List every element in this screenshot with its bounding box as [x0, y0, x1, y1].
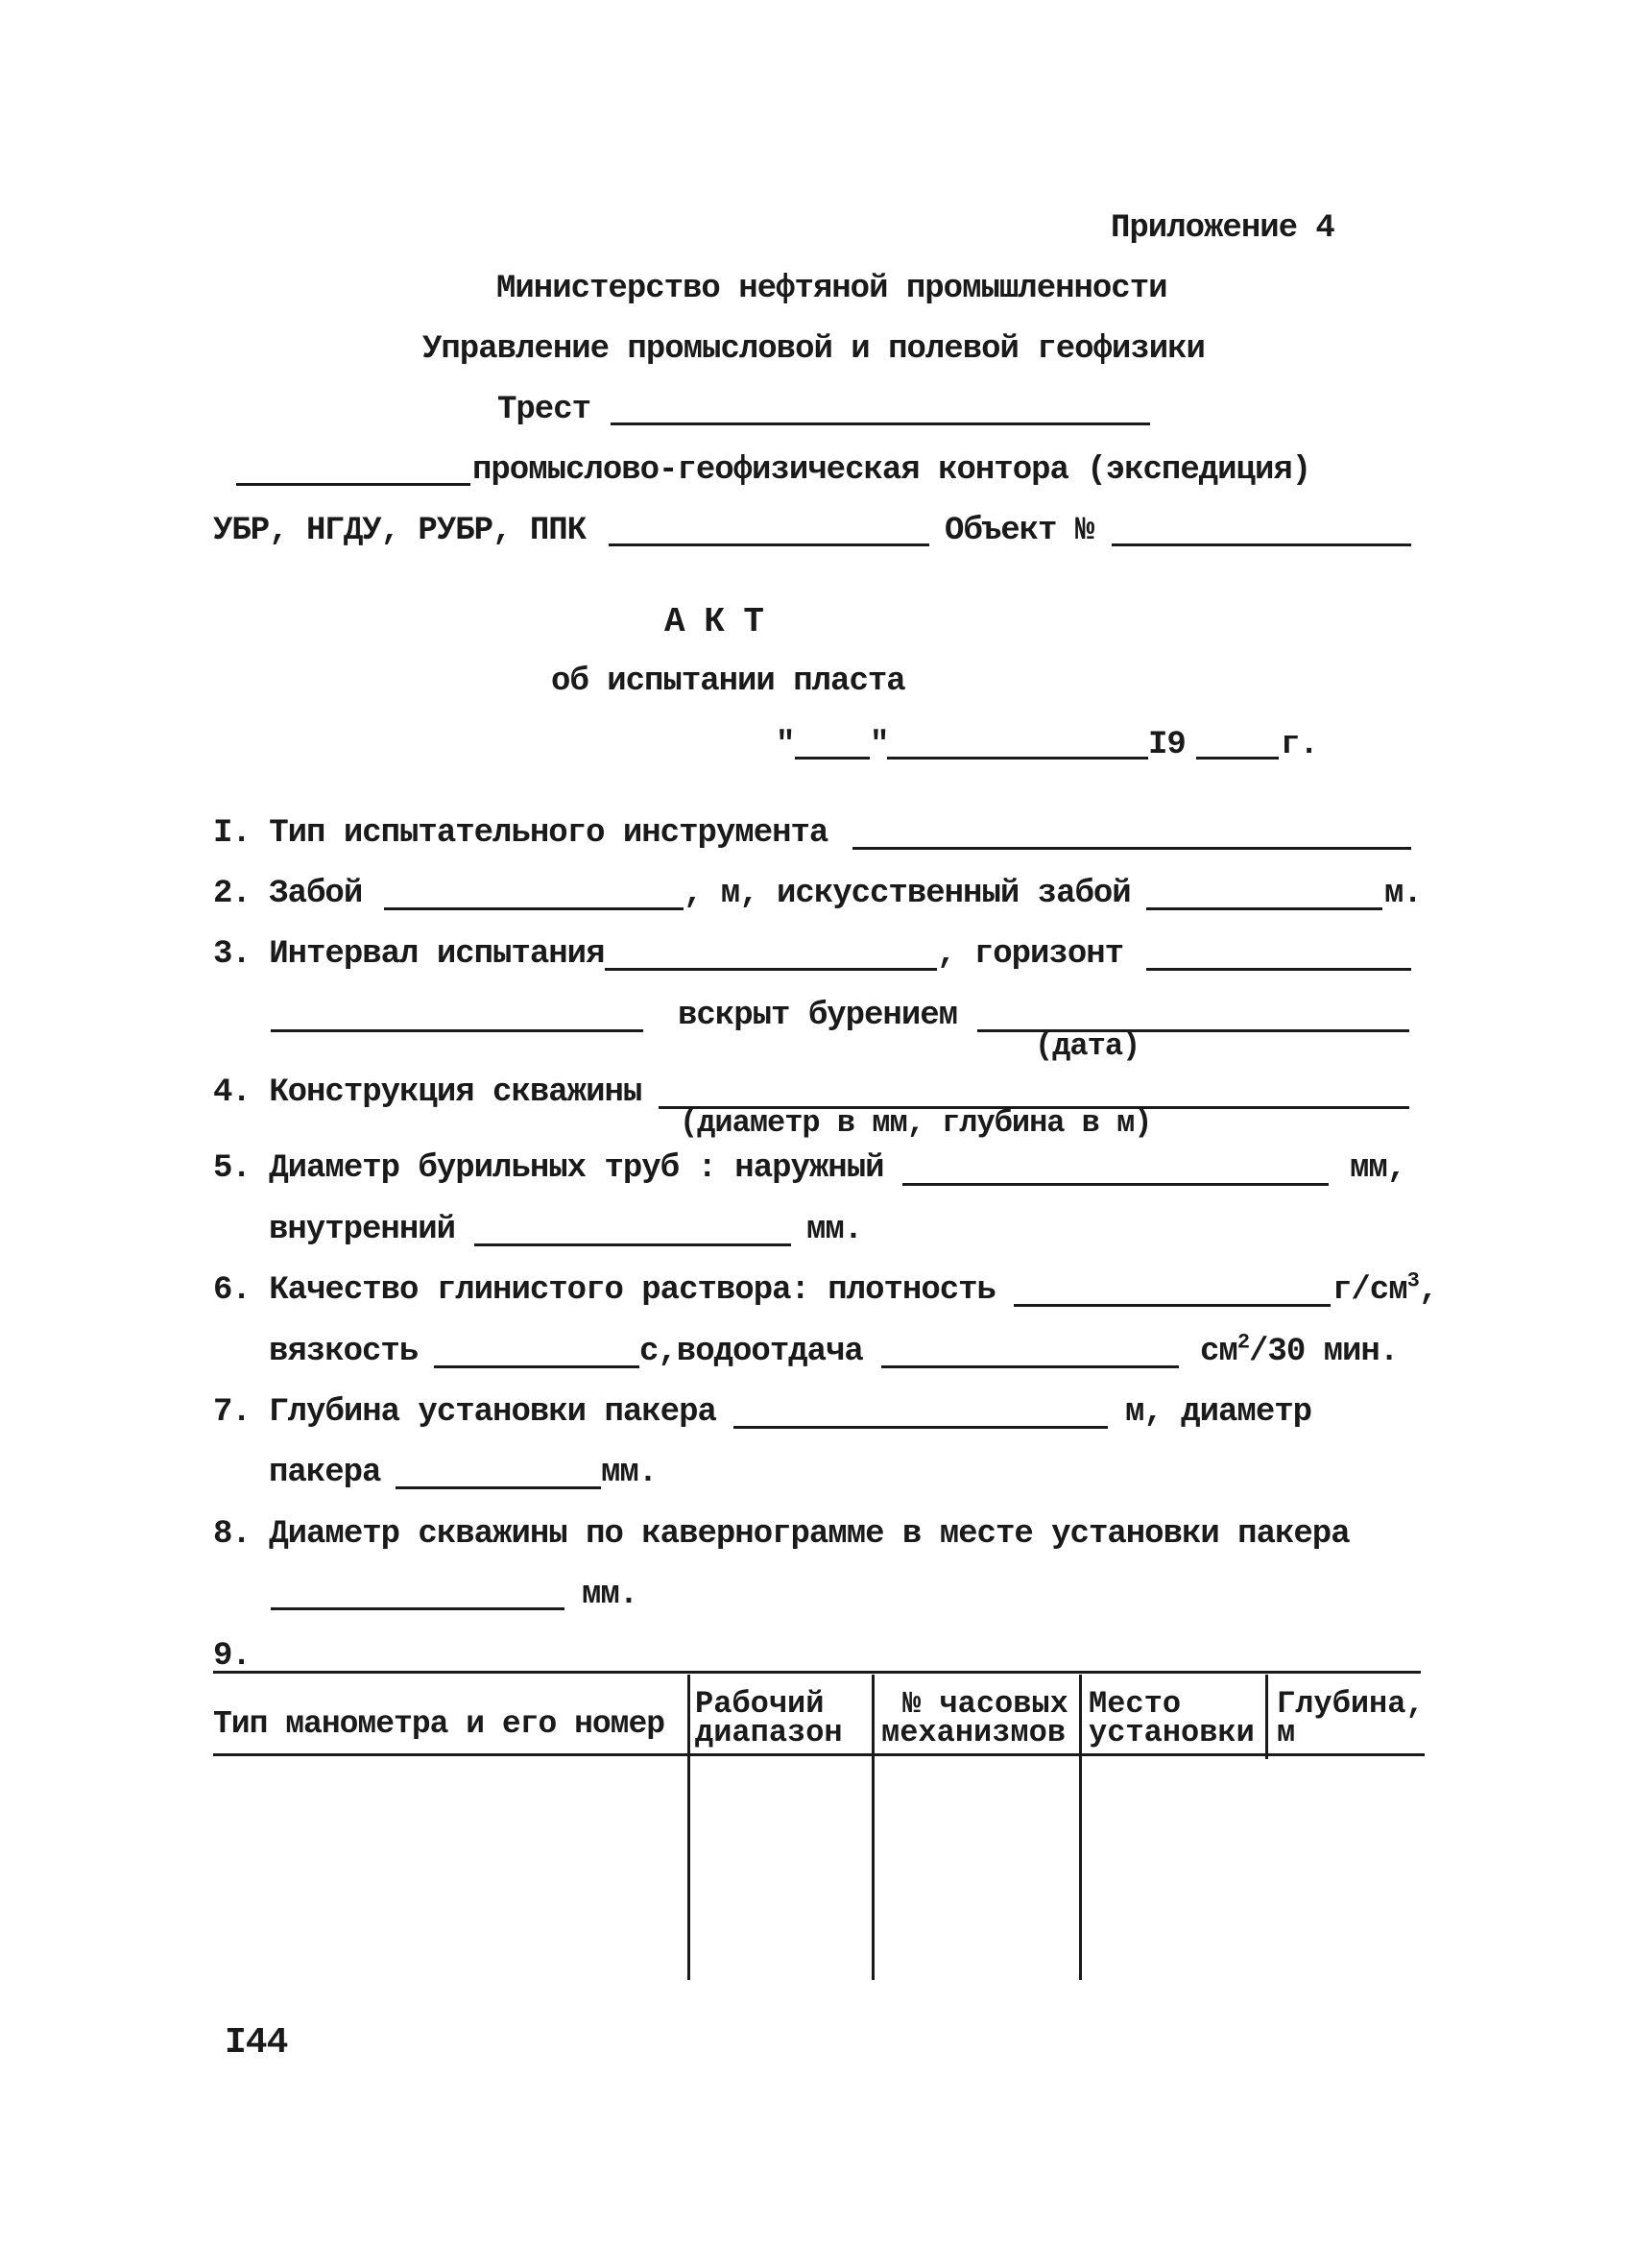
item-5-inner-field-line[interactable] [474, 1243, 791, 1246]
trust-label: Трест [497, 392, 591, 428]
table-cell-clocks[interactable] [876, 1759, 1077, 1978]
orgs-field-line[interactable] [609, 543, 929, 546]
office-name-field-line[interactable] [236, 483, 470, 486]
item-5-outer-field-line[interactable] [902, 1183, 1329, 1186]
item-4-hint: (диаметр в мм, глубина в м) [680, 1105, 1152, 1141]
item-6-label: 6. Качество глинистого раствора: плотность [213, 1272, 996, 1309]
item-5-outer-unit: мм, [1350, 1150, 1406, 1187]
document-title: А К Т [664, 602, 764, 641]
item-6-viscosity-label: вязкость [269, 1334, 419, 1370]
table-header-rule [213, 1753, 1425, 1756]
date-month-field-line[interactable] [887, 757, 1148, 760]
item-6-density-unit-text: г/см [1332, 1272, 1407, 1309]
table-header-depth-line2: м [1277, 1715, 1296, 1750]
table-col-divider-2 [872, 1675, 875, 1980]
item-1-label: I. Тип испытательного инструмента [213, 815, 828, 852]
object-label: Объект № [945, 513, 1094, 549]
item-7-diameter-label: м, диаметр [1125, 1394, 1312, 1431]
item-7-depth-field-line[interactable] [733, 1426, 1108, 1429]
table-header-range-line1: Рабочий [695, 1686, 825, 1722]
table-header-clocks-line2: механизмов [881, 1715, 1067, 1750]
appendix-label: Приложение 4 [1111, 210, 1334, 247]
table-header-depth-line1: Глубина, [1277, 1686, 1425, 1722]
ministry-heading: Министерство нефтяной промышленности [496, 271, 1167, 307]
date-day-field-line[interactable] [795, 757, 870, 760]
item-2-label: 2. Забой [213, 876, 363, 912]
date-year-suffix: г. [1281, 727, 1318, 763]
item-7-label: 7. Глубина установки пакера [213, 1394, 716, 1431]
item-2-artificial-label: , м, искусственный забой [684, 876, 1131, 912]
item-6-viscosity-field-line[interactable] [434, 1365, 639, 1368]
table-cell-range[interactable] [691, 1759, 870, 1978]
table-header-location-line1: Место [1089, 1686, 1182, 1722]
item-5-inner-unit: мм. [806, 1212, 863, 1248]
page-number: I44 [225, 2022, 288, 2063]
item-1-field-line[interactable] [852, 847, 1411, 850]
item-3-date-hint: (дата) [1035, 1028, 1140, 1064]
date-quote-open: " [776, 727, 795, 763]
table-top-rule [213, 1671, 1421, 1674]
table-header-clocks-line1: № часовых [902, 1686, 1068, 1722]
item-3-interval-field-line[interactable] [605, 968, 937, 971]
object-number-field-line[interactable] [1112, 543, 1411, 546]
table-header-manometer: Тип манометра и его номер [213, 1706, 665, 1742]
table-header-range-line2: диапазон [695, 1715, 843, 1750]
item-6-water-loss-unit [1200, 1330, 1399, 1371]
table-col-divider-4 [1265, 1675, 1268, 1759]
department-heading: Управление промысловой и полевой геофизики [422, 331, 1205, 368]
item-4-label: 4. Конструкция скважины [213, 1074, 642, 1111]
document-subtitle: об испытании пласта [551, 664, 905, 700]
item-9-label: 9. [213, 1638, 251, 1675]
table-cell-depth[interactable] [1269, 1759, 1423, 1978]
item-6-density-unit-sup: 3 [1406, 1268, 1419, 1293]
item-7-packer-label: пакера [269, 1455, 381, 1491]
item-3-horizon-cont-field-line[interactable] [271, 1029, 643, 1032]
item-3-drilled-label: вскрыт бурением [678, 998, 958, 1034]
item-6-water-loss-unit-tail: /30 мин. [1249, 1334, 1399, 1370]
office-label: промыслово-геофизическая контора (экспедиция) [472, 452, 1311, 489]
item-7-packer-field-line[interactable] [396, 1486, 601, 1489]
item-6-water-loss-unit-text: см [1200, 1334, 1237, 1370]
item-2-depth-field-line[interactable] [384, 907, 684, 910]
orgs-label: УБР, НГДУ, РУБР, ППК [213, 513, 587, 549]
item-8-field-line[interactable] [271, 1607, 564, 1610]
item-3-horizon-field-line[interactable] [1146, 968, 1411, 971]
item-6-water-loss-field-line[interactable] [881, 1365, 1179, 1368]
item-2-artificial-field-line[interactable] [1146, 907, 1382, 910]
item-8-label: 8. Диаметр скважины по кавернограмме в месте установки пакера [213, 1516, 1350, 1553]
table-col-divider-3 [1079, 1675, 1082, 1980]
table-header-location-line2: установки [1089, 1715, 1255, 1750]
item-5-inner-label: внутренний [269, 1212, 456, 1248]
item-6-density-field-line[interactable] [1014, 1304, 1331, 1307]
trust-field-line[interactable] [611, 422, 1150, 425]
table-cell-location[interactable] [1083, 1759, 1263, 1978]
table-col-divider-1 [687, 1675, 690, 1980]
item-3-label: 3. Интервал испытания [213, 936, 605, 973]
item-2-unit: м. [1384, 876, 1422, 912]
date-quote-close: " [870, 727, 889, 763]
table-cell-manometer[interactable] [213, 1759, 685, 1978]
item-8-unit: мм. [582, 1577, 638, 1613]
item-6-density-comma: , [1418, 1272, 1438, 1309]
item-7-packer-unit: мм. [601, 1455, 658, 1491]
item-6-density-unit [1332, 1268, 1438, 1310]
item-6-water-loss-label: с,водоотдача [639, 1334, 863, 1370]
item-6-water-loss-unit-sup: 2 [1236, 1330, 1250, 1355]
date-year-prefix: I9 [1148, 727, 1186, 763]
item-3-horizon-label: , горизонт [937, 936, 1124, 973]
date-year-field-line[interactable] [1196, 757, 1279, 760]
item-5-label: 5. Диаметр бурильных труб : наружный [213, 1150, 884, 1187]
